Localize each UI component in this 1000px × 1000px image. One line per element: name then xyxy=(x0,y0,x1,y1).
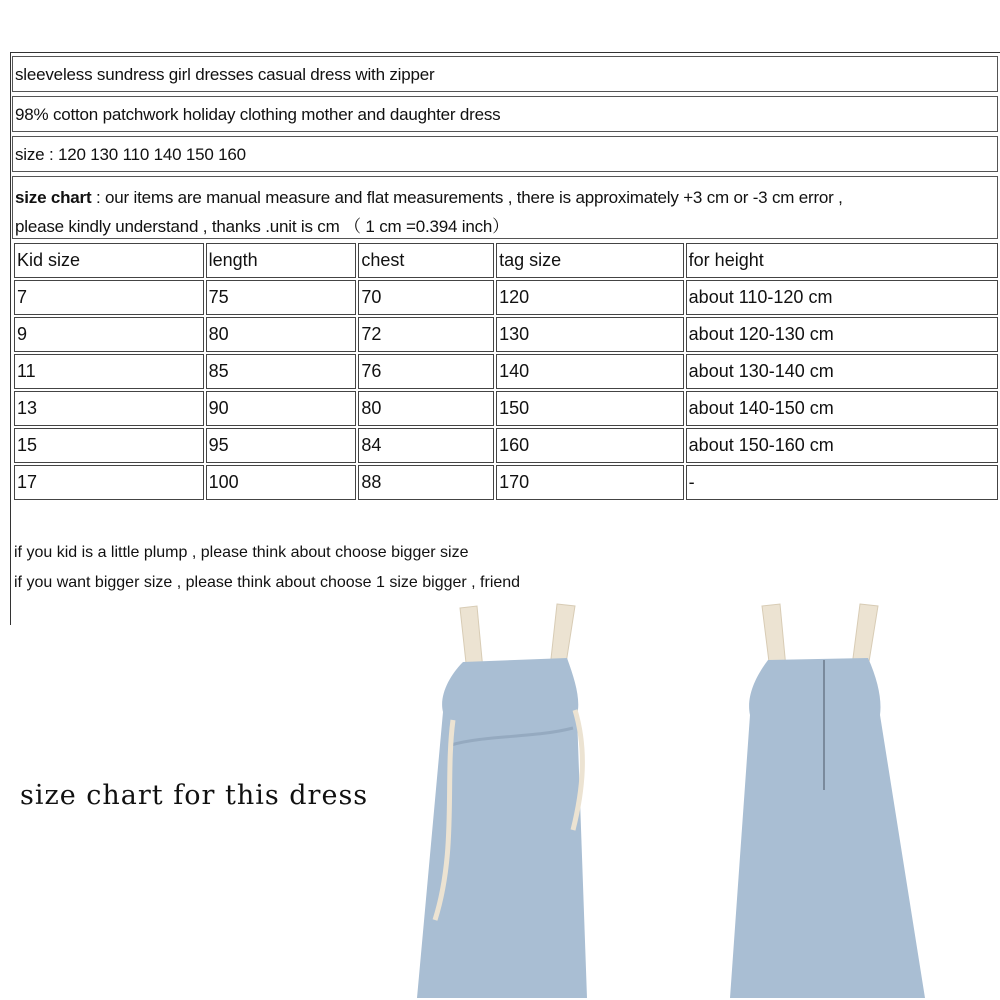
header-cell: Kid size xyxy=(14,243,204,278)
frame-top xyxy=(10,52,1000,53)
size-chart-note-row xyxy=(12,176,998,239)
table-cell: 9 xyxy=(14,317,204,352)
dress-body xyxy=(730,658,925,998)
table-cell: 75 xyxy=(206,280,357,315)
table-cell: 84 xyxy=(358,428,494,463)
dress-front-image xyxy=(405,600,625,1000)
table-cell: 90 xyxy=(206,391,357,426)
table-cell: 15 xyxy=(14,428,204,463)
table-cell: 85 xyxy=(206,354,357,389)
table-cell: 13 xyxy=(14,391,204,426)
table-cell: about 110-120 cm xyxy=(686,280,998,315)
dress-body xyxy=(417,658,587,998)
header-cell: tag size xyxy=(496,243,684,278)
size-table xyxy=(12,241,1000,502)
size-list-text: size : 120 130 110 140 150 160 xyxy=(15,145,246,164)
table-cell: about 130-140 cm xyxy=(686,354,998,389)
size-notes xyxy=(14,538,520,598)
header-cell: for height xyxy=(686,243,998,278)
table-cell: 80 xyxy=(358,391,494,426)
table-cell: 160 xyxy=(496,428,684,463)
table-cell: 170 xyxy=(496,465,684,500)
table-cell: 88 xyxy=(358,465,494,500)
size-chart-note-line2: please kindly understand , thanks .unit is cm （ 1 cm =0.394 inch） xyxy=(15,217,509,236)
caption: size chart for this dress xyxy=(20,780,369,811)
table-row xyxy=(14,280,998,315)
material-text: 98% cotton patchwork holiday clothing mother and daughter dress xyxy=(15,105,501,124)
size-chart-label: size chart xyxy=(15,188,92,207)
title-row xyxy=(12,56,998,92)
table-cell: about 120-130 cm xyxy=(686,317,998,352)
table-cell: about 150-160 cm xyxy=(686,428,998,463)
header-cell: chest xyxy=(358,243,494,278)
table-cell: 17 xyxy=(14,465,204,500)
table-cell: 7 xyxy=(14,280,204,315)
dress-back-image xyxy=(700,600,940,1000)
table-cell: 95 xyxy=(206,428,357,463)
table-row xyxy=(14,317,998,352)
table-cell: 70 xyxy=(358,280,494,315)
table-cell: 130 xyxy=(496,317,684,352)
table-cell: 11 xyxy=(14,354,204,389)
table-cell: - xyxy=(686,465,998,500)
table-cell: 140 xyxy=(496,354,684,389)
title-text: sleeveless sundress girl dresses casual dress with zipper xyxy=(15,65,435,84)
table-cell: about 140-150 cm xyxy=(686,391,998,426)
material-row xyxy=(12,96,998,132)
note-line: if you kid is a little plump , please think about choose bigger size xyxy=(14,544,469,561)
table-cell: 150 xyxy=(496,391,684,426)
size-chart-note-text: : our items are manual measure and flat measurements , there is approximately +3 cm or -3 cm error , xyxy=(91,188,843,207)
header-cell: length xyxy=(206,243,357,278)
table-row xyxy=(14,428,998,463)
table-row xyxy=(14,354,998,389)
size-list-row xyxy=(12,136,998,172)
table-cell: 100 xyxy=(206,465,357,500)
note-line: if you want bigger size , please think about choose 1 size bigger , friend xyxy=(14,574,521,591)
frame-left xyxy=(10,52,11,625)
table-cell: 76 xyxy=(358,354,494,389)
table-row xyxy=(14,465,998,500)
table-header-row xyxy=(14,243,998,278)
table-cell: 80 xyxy=(206,317,357,352)
table-row xyxy=(14,391,998,426)
table-cell: 120 xyxy=(496,280,684,315)
table-cell: 72 xyxy=(358,317,494,352)
